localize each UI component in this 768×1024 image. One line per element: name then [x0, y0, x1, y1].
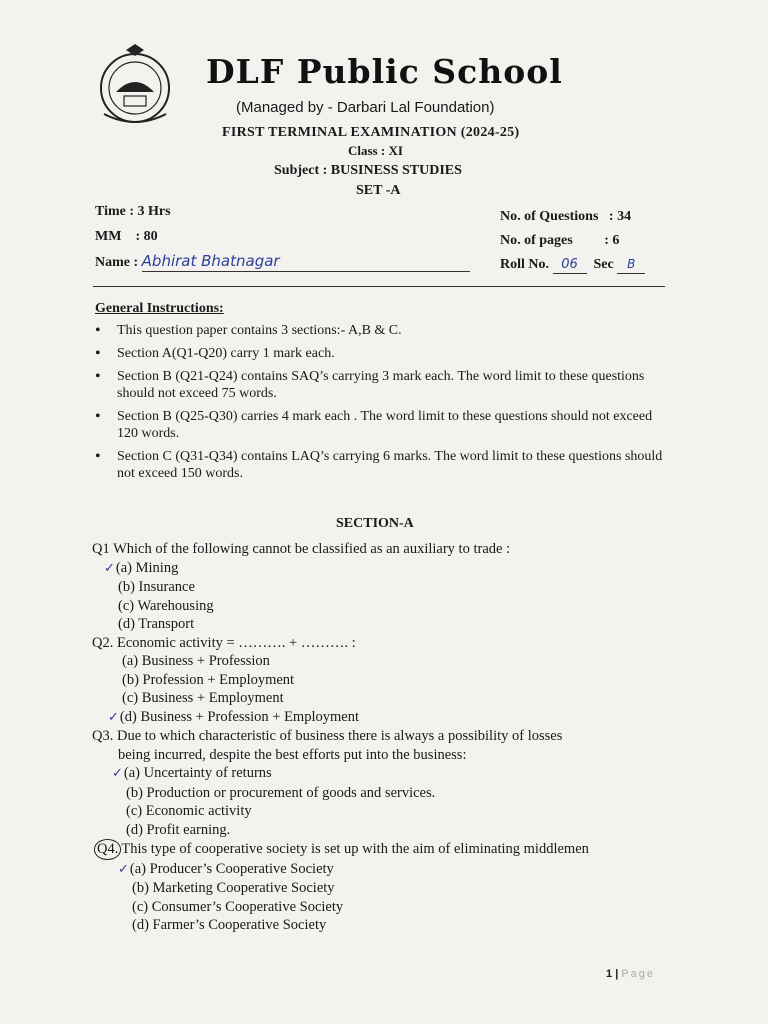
option-text: (a) Uncertainty of returns: [123, 765, 272, 781]
name-field[interactable]: [142, 252, 470, 272]
school-name: DLF Public School: [206, 52, 563, 91]
instructions-list: [95, 322, 670, 488]
sec-value: B: [627, 257, 636, 271]
question-4: [92, 839, 682, 860]
exam-title: FIRST TERMINAL EXAMINATION (2024-25): [222, 125, 520, 140]
managed-by-line: (Managed by - Darbari Lal Foundation): [236, 99, 495, 116]
question-4-text: This type of cooperative society is set up with the aim of eliminating middlemen: [121, 841, 589, 857]
roll-field[interactable]: [553, 257, 587, 274]
q3-option-c[interactable]: (c) Economic activity: [126, 803, 252, 819]
option-text: (d) Business + Profession + Employment: [119, 708, 359, 725]
instruction-item: • Section B (Q21-Q24) contains SAQ’s carrying 3 mark each. The word limit to these questions should not exceed 75 words.: [95, 368, 670, 402]
pages-label: No. of pages: [500, 233, 573, 248]
q4-circled-number: Q4.: [94, 839, 121, 860]
instruction-item: • Section B (Q25-Q30) carries 4 mark each . The word limit to these questions should not exceed 120 words.: [95, 408, 670, 442]
section-a-title: SECTION-A: [336, 516, 414, 531]
time-row: [95, 204, 171, 220]
instruction-item: • Section A(Q1-Q20) carry 1 mark each.: [95, 345, 670, 362]
name-label: Name :: [95, 255, 139, 270]
questions-row: [500, 209, 631, 225]
tick-mark-icon: ✓: [112, 766, 123, 781]
tick-mark-icon: ✓: [104, 560, 115, 576]
tick-mark-icon: ✓: [108, 709, 119, 725]
mm-label: MM: [95, 229, 122, 244]
q2-option-b[interactable]: (b) Profession + Employment: [122, 671, 295, 688]
q3-option-d[interactable]: (d) Profit earning.: [126, 821, 231, 838]
question-3-cont: being incurred, despite the best efforts put into the business:: [118, 746, 467, 763]
page-footer: [606, 968, 655, 980]
sec-field[interactable]: [617, 257, 645, 274]
question-1: Q1 Which of the following cannot be classified as an auxiliary to trade :: [92, 541, 511, 557]
question-3: Q3. Due to which characteristic of business there is always a possibility of losses: [92, 728, 563, 744]
class-line: Class : XI: [348, 143, 403, 158]
header-divider: [93, 286, 665, 287]
option-text: (a) Mining: [115, 559, 179, 576]
roll-value: 06: [561, 257, 578, 272]
set-line: SET -A: [356, 183, 401, 198]
q3-option-b[interactable]: (b) Production or procurement of goods and services.: [126, 784, 436, 801]
q4-option-b[interactable]: (b) Marketing Cooperative Society: [132, 880, 335, 896]
q1-option-d[interactable]: (d) Transport: [118, 616, 195, 632]
option-text: (a) Producer’s Cooperative Society: [129, 860, 334, 877]
questions-label: No. of Questions: [500, 209, 599, 224]
time-value: : 3 Hrs: [129, 204, 171, 219]
questions-value: : 34: [608, 209, 632, 224]
instructions-title: General Instructions:: [95, 301, 224, 316]
q1-option-c[interactable]: (c) Warehousing: [118, 597, 214, 614]
pages-value: : 6: [604, 233, 620, 248]
mm-value: : 80: [135, 229, 158, 244]
time-label: Time: [95, 204, 126, 219]
q1-option-b[interactable]: (b) Insurance: [118, 579, 195, 595]
subject-line: Subject : BUSINESS STUDIES: [274, 163, 462, 178]
instruction-item: • This question paper contains 3 sections:- A,B & C.: [95, 322, 670, 339]
q4-option-c[interactable]: (c) Consumer’s Cooperative Society: [132, 898, 344, 915]
q2-option-d[interactable]: [108, 708, 682, 728]
mm-row: [95, 229, 158, 245]
instruction-item: • Section C (Q31-Q34) contains LAQ’s carrying 6 marks. The word limit to these questions should not exceed 150 words.: [95, 448, 670, 482]
q2-option-c[interactable]: (c) Business + Employment: [122, 690, 284, 706]
q4-option-a[interactable]: [118, 860, 682, 880]
name-value: Abhirat Bhatnagar: [141, 252, 280, 270]
question-2: Q2. Economic activity = ………. + ………. :: [92, 634, 356, 651]
page-word: Page: [621, 968, 656, 980]
q2-option-a[interactable]: (a) Business + Profession: [122, 653, 270, 669]
q3-option-a[interactable]: [112, 764, 682, 784]
q4-option-d[interactable]: (d) Farmer’s Cooperative Society: [132, 917, 327, 933]
school-logo-emblem-icon: [96, 44, 174, 126]
q1-option-a[interactable]: [104, 559, 682, 579]
pages-row: [500, 233, 619, 249]
sec-label: Sec: [593, 257, 614, 272]
name-row: [95, 252, 470, 272]
roll-label: Roll No.: [500, 257, 549, 272]
section-a-questions: [92, 540, 682, 935]
page-separator: |: [615, 968, 619, 980]
page-number: 1: [606, 968, 613, 980]
roll-row: [500, 257, 645, 274]
tick-mark-icon: ✓: [118, 861, 129, 877]
